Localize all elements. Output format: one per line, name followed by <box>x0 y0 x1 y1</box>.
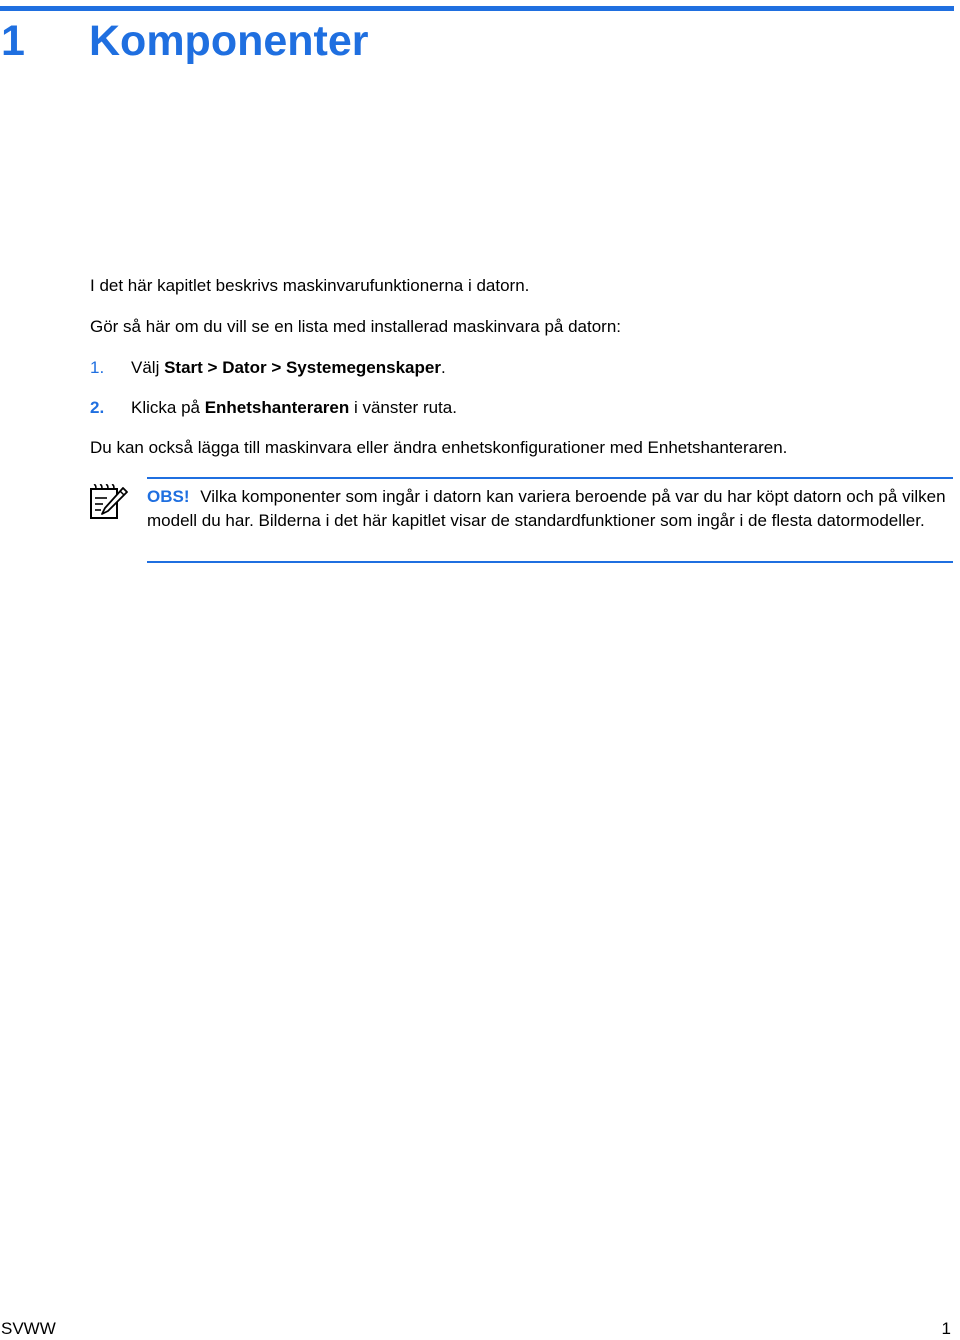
top-rule <box>0 6 954 11</box>
note-rule-top <box>147 477 953 479</box>
footer-section-label: SVWW <box>1 1319 56 1338</box>
step-separator: > <box>266 358 286 377</box>
note-text <box>147 485 957 532</box>
step-separator: > <box>202 358 223 377</box>
chapter-heading <box>1 14 369 68</box>
step-term: Dator <box>222 358 267 377</box>
step-number: 1. <box>90 358 105 377</box>
step-term: Systemegenskaper <box>285 358 441 377</box>
note-body: Vilka komponenter som ingår i datorn kan variera beroende på var du har köpt datorn och på vilken modell du har. Bilderna i det här kapitlet visar de standardfunktioner som ingår i de flesta datormodeller. <box>147 487 946 530</box>
step-term: Enhetshanteraren <box>204 398 350 417</box>
chapter-number: 1 <box>1 17 25 65</box>
step-text: Klicka på <box>131 398 205 417</box>
step-number: 2. <box>90 398 105 417</box>
footer-page-number: 1 <box>941 1319 951 1338</box>
note-label: OBS! <box>147 487 190 506</box>
step-text: i vänster ruta. <box>349 398 457 417</box>
step-1 <box>90 357 446 379</box>
lead-paragraph: Gör så här om du vill se en lista med installerad maskinvara på datorn: <box>90 317 622 336</box>
step-2 <box>90 397 457 419</box>
step-text: Välj <box>131 358 165 377</box>
step-text: . <box>440 358 446 377</box>
note-rule-bottom <box>147 561 953 563</box>
intro-paragraph: I det här kapitlet beskrivs maskinvarufunktionerna i datorn. <box>90 276 530 295</box>
followup-paragraph: Du kan också lägga till maskinvara eller ändra enhetskonfigurationer med Enhetshanteraren. <box>90 438 788 457</box>
chapter-title: Komponenter <box>89 17 369 65</box>
note-pad-pencil-icon <box>87 482 129 522</box>
step-term: Start <box>164 358 203 377</box>
